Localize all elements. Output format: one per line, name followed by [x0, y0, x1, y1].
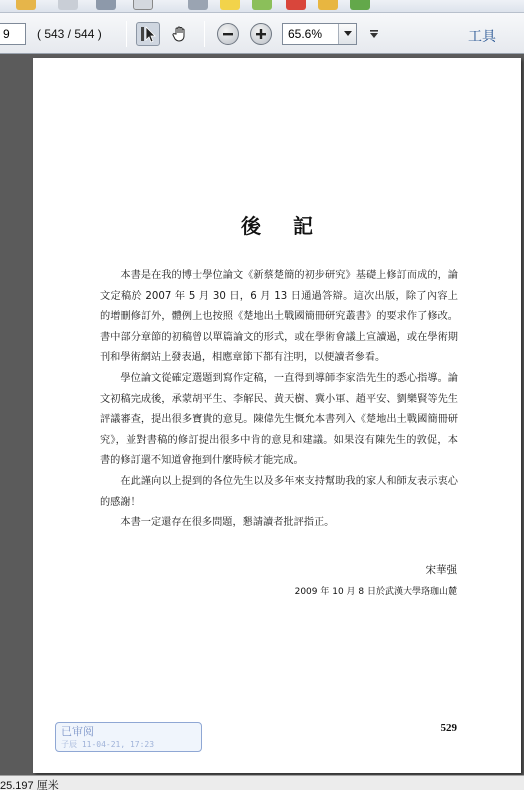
body-paragraph: 本書是在我的博士學位論文《新蔡楚簡的初步研究》基礎上修訂而成的，論文定稿於 2007 年 5 月 30 日，6 月 13 日通過答辯。這次出版，除了內容上的增刪修訂外，體例上也按照《楚地出土戰國簡冊研究叢書》的要求作了修改。書中部分章節的初稿曾以單篇論文的形式，或在學術會議上宣讀過，或在學術期刊和學術網站上發表過，相應章節下都有注明，以便讀者參看。: [100, 270, 458, 364]
stamp-meta: 子辰 11-04-21, 17:23: [61, 740, 155, 749]
author-signature: 宋華强: [425, 564, 457, 576]
status-bar: [0, 775, 524, 790]
stamp-title: 已审阅: [61, 725, 94, 738]
save-icon[interactable]: [58, 0, 78, 10]
highlight-icon[interactable]: [252, 0, 272, 10]
comment-icon[interactable]: [220, 0, 240, 10]
body-paragraph: 在此謹向以上提到的各位先生以及多年來支持幫助我的家人和師友表示衷心的感謝！: [100, 475, 458, 508]
body-paragraph: 本書一定還存在很多問題，懇請讀者批評指正。: [120, 517, 335, 529]
tools-panel-link[interactable]: 工具: [468, 29, 496, 45]
zoom-in-button[interactable]: [250, 23, 272, 45]
toolbar-divider: [204, 21, 205, 47]
overflow-chevron-icon: [369, 29, 379, 39]
zoom-out-button[interactable]: [217, 23, 239, 45]
body-paragraph: 學位論文從確定選題到寫作定稿，一直得到導師李家浩先生的悉心指導。論文初稿完成後，承蒙胡平生、李解民、黄天樹、冀小軍、趙平安、劉樂賢等先生評議審查，提出很多寶貴的意見。陳偉先生慨允本書列入《楚地出土戰國簡冊研究》，並對書稿的修訂提出很多中肯的意見和建議。如果沒有陳先生的敦促，本書的修訂還不知道會拖到什麼時候才能完成。: [100, 372, 458, 467]
delete-icon[interactable]: [286, 0, 306, 10]
navigation-toolbar: [0, 13, 524, 54]
open-folder-icon[interactable]: [16, 0, 36, 10]
share-icon[interactable]: [350, 0, 370, 10]
zoom-select[interactable]: [282, 23, 357, 45]
pdf-page: [33, 58, 521, 773]
chevron-down-icon: [344, 31, 352, 37]
hand-tool-button[interactable]: [168, 22, 192, 46]
more-tools-button[interactable]: [366, 25, 382, 43]
review-stamp-annotation[interactable]: [55, 722, 202, 752]
date-line: 2009 年 10 月 8 日於武漢大學珞珈山麓: [294, 587, 457, 597]
minus-icon: [222, 28, 234, 40]
page-title: 後記: [241, 214, 345, 238]
cursor-arrow-icon: [140, 25, 156, 43]
hand-icon: [171, 25, 189, 43]
select-tool-button[interactable]: [136, 22, 160, 46]
top-toolbar: [0, 0, 524, 13]
page-body: [100, 266, 458, 534]
page-count: ( 543 / 544 ): [37, 27, 102, 41]
zoom-dropdown-button[interactable]: [338, 24, 356, 44]
page-number-input[interactable]: 9: [0, 23, 26, 45]
sign-icon[interactable]: [318, 0, 338, 10]
document-view[interactable]: [0, 54, 524, 775]
toolbar-divider: [126, 21, 127, 47]
page-size-readout: 25.197 厘米: [0, 780, 59, 790]
page-number: 529: [440, 722, 457, 734]
zoom-value: 65.6%: [288, 27, 323, 41]
plus-icon: [255, 28, 267, 40]
print-icon[interactable]: [96, 0, 116, 10]
email-icon[interactable]: [133, 0, 153, 10]
settings-icon[interactable]: [188, 0, 208, 10]
